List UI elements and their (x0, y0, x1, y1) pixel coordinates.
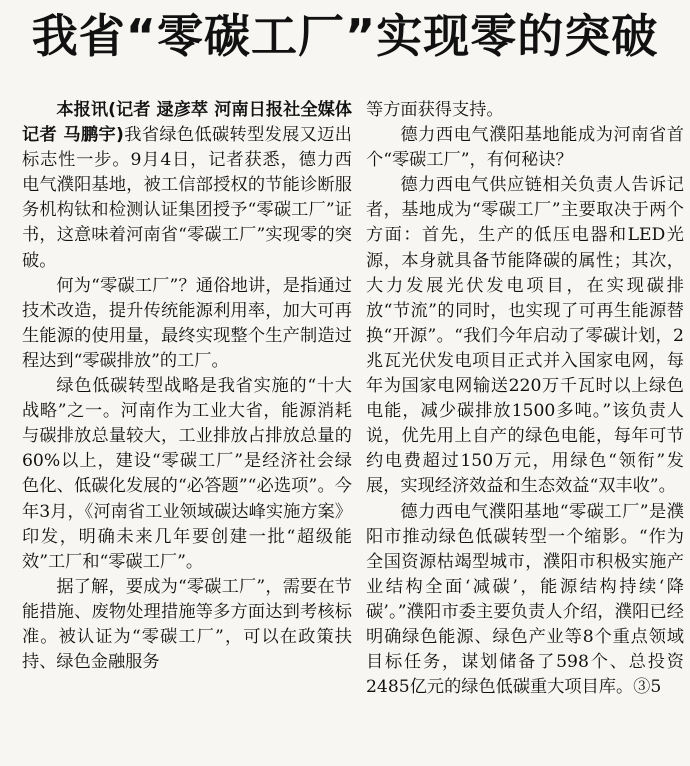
article-column-right (366, 98, 684, 700)
paragraph-7: 德力西电气濮阳基地“零碳工厂”是濮阳市推动绿色低碳转型一个缩影。“作为全国资源枯竭型城市，濮阳市积极实施产业结构全面‘减碳’，能源结构持续‘降碳’。”濮阳市委主要负责人介绍，濮阳已经明确绿色能源、绿色产业等8个重点领域目标任务，谋划储备了598个、总投资2485亿元的绿色低碳重大项目库。③5 (366, 501, 684, 698)
paragraph-5: 德力西电气濮阳基地能成为河南省首个“零碳工厂”，有何秘诀？ (366, 125, 684, 171)
article-column-left (22, 98, 352, 675)
paragraph-6: 德力西电气供应链相关负责人告诉记者，基地成为“零碳工厂”主要取决于两个方面：首先，生产的低压电器和LED光源，本身就具备节能降碳的属性；其次，大力发展光伏发电项目，在实现碳排放“节流”的同时，也实现了可再生能源替换“开源”。“我们今年启动了零碳计划，2兆瓦光伏发电项目正式并入国家电网，每年为国家电网输送220万千瓦时以上绿色电能，减少碳排放1500多吨。”该负责人说，优先用上自产的绿色电能，每年可节约电费超过150万元，用绿色“领衔”发展，实现经济效益和生态效益“双丰收”。 (366, 175, 684, 497)
paragraph-2: 何为“零碳工厂”？通俗地讲，是指通过技术改造，提升传统能源利用率，加大可再生能源的使用量，最终实现整个生产制造过程达到“零碳排放”的工厂。 (22, 275, 352, 371)
byline: 本报讯(记者 逯彦萃 河南日报社全媒体记者 马鹏宇) (22, 100, 352, 146)
paragraph-3: 绿色低碳转型战略是我省实施的“十大战略”之一。河南作为工业大省，能源消耗与碳排放总量较大，工业排放占排放总量的60%以上，建设“零碳工厂”是经济社会绿色化、低碳化发展的“必答题”“必选项”。今年3月，《河南省工业领域碳达峰实施方案》印发，明确未来几年要创建一批“超级能效”工厂和“零碳工厂”。 (22, 376, 352, 572)
paragraph-1-text: 我省绿色低碳转型发展又迈出标志性一步。9月4日，记者获悉，德力西电气濮阳基地，被工信部授权的节能诊断服务机构钛和检测认证集团授予“零碳工厂”证书，这意味着河南省“零碳工厂”实现零的突破。 (22, 125, 352, 271)
article-headline: 我省“零碳工厂”实现零的突破 (31, 9, 659, 63)
paragraph-4-continued: 等方面获得支持。 (366, 100, 504, 120)
paragraph-1 (22, 98, 352, 274)
paragraph-4: 据了解，要成为“零碳工厂”，需要在节能措施、废物处理措施等多方面达到考核标准。被认证为“零碳工厂”，可以在政策扶持、绿色金融服务 (22, 576, 352, 673)
